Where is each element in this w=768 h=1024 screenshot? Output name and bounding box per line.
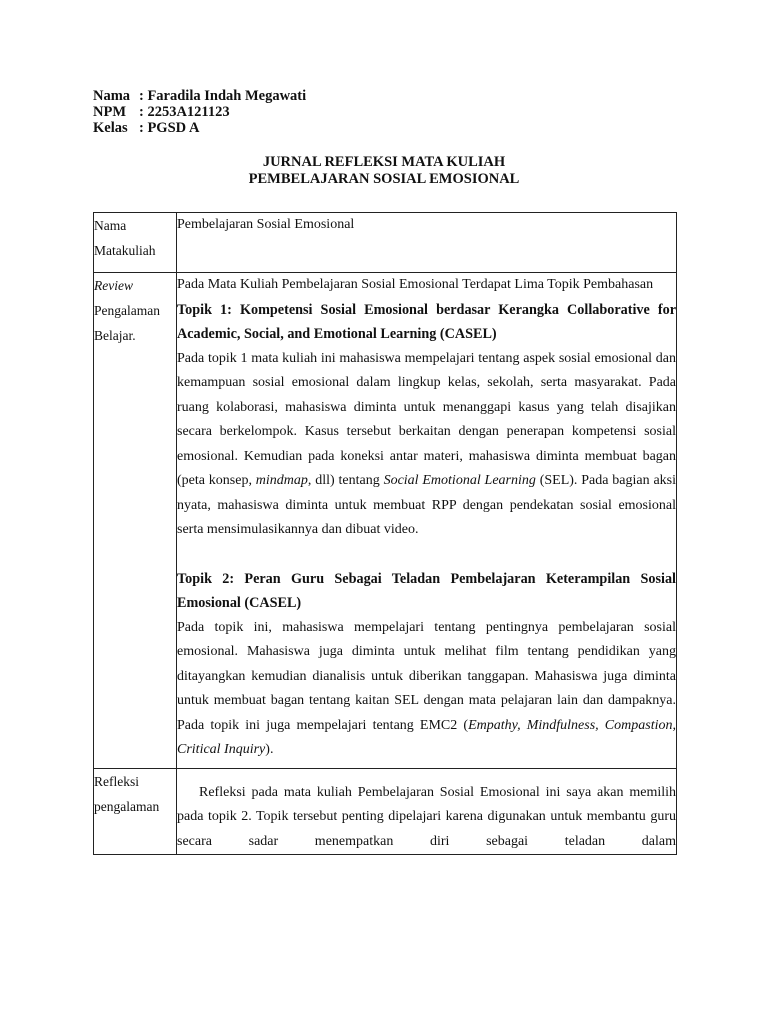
review-intro: Pada Mata Kuliah Pembelajaran Sosial Emosional Terdapat Lima Topik Pembahasan bbox=[177, 277, 654, 292]
topic2-body-italic-emc2: Empathy, Mindfulness, Compastion, Critical Inquiry bbox=[177, 717, 676, 757]
course-name-label-line2: Matakuliah bbox=[94, 243, 156, 258]
student-npm-row bbox=[93, 104, 306, 120]
table-row-review bbox=[94, 273, 677, 769]
document-title-line2: PEMBELAJARAN SOSIAL EMOSIONAL bbox=[248, 171, 520, 187]
document-title-line1: JURNAL REFLEKSI MATA KULIAH bbox=[262, 154, 506, 170]
review-label-italic bbox=[94, 273, 176, 298]
student-name-row bbox=[93, 88, 306, 104]
course-name-value: Pembelajaran Sosial Emosional bbox=[177, 217, 355, 232]
topic1-heading: Topik 1: Kompetensi Sosial Emosional berdasar Kerangka Collaborative for Academic, Social, and Emotional Learning (CASEL) bbox=[177, 301, 676, 342]
topic2-body-part-b: ). bbox=[265, 742, 274, 757]
class-value: : PGSD A bbox=[139, 120, 200, 136]
table-row-course-name bbox=[94, 213, 677, 273]
topic1-body-part-a: Pada topik 1 mata kuliah ini mahasiswa mempelajari tentang aspek sosial emosional dan kemampuan sosial emosional dalam lingkup kelas, sekolah, serta masyarakat. Pada ruang kolaborasi, mahasiswa diminta untuk menanggapi kasus yang telah disajikan secara berkelompok. Kasus tersebut berkaitan dengan penerapan kompetensi sosial emosional. Kemudian pada koneksi antar materi, mahasiswa diminta membuat bagan (peta konsep, bbox=[177, 350, 676, 488]
npm-label: NPM bbox=[93, 104, 127, 120]
topic1-body-italic-mindmap: mindmap bbox=[255, 473, 308, 488]
course-name-label-cell bbox=[94, 213, 177, 273]
reflection-text: Refleksi pada mata kuliah Pembelajaran Sosial Emosional ini saya akan memilih pada topik 2. Topik tersebut penting dipelajari karena digunakan untuk membantu guru secara sadar menempatkan diri sebagai teladan dalam bbox=[177, 784, 676, 849]
name-label: Nama bbox=[93, 88, 131, 104]
class-label: Kelas bbox=[93, 120, 128, 136]
review-label-italic-text: Review bbox=[94, 278, 133, 293]
reflection-label-line2: pengalaman bbox=[94, 798, 160, 814]
topic1-body-italic-sel: Social Emotional Learning bbox=[383, 473, 536, 488]
course-name-value-cell bbox=[177, 213, 677, 273]
table-row-reflection bbox=[94, 768, 677, 855]
topic2-body-part-a: Pada topik ini, mahasiswa mempelajari tentang pentingnya pembelajaran sosial emosional. Mahasiswa juga diminta untuk melihat film tentang pendidikan yang ditayangkan kemudian dianalisis untuk diberikan tanggapan. Mahasiswa juga diminta untuk membuat bagan tentang kaitan SEL dengan mata pelajaran lain dan dampaknya. Pada topik ini juga mempelajari tentang EMC2 ( bbox=[177, 619, 676, 733]
reflection-table bbox=[93, 212, 677, 855]
reflection-content-cell bbox=[177, 768, 677, 855]
student-info bbox=[93, 88, 306, 136]
topic2-body bbox=[177, 616, 676, 768]
review-label-line3: Belajar. bbox=[94, 328, 136, 343]
course-name-label-line1: Nama bbox=[94, 218, 127, 233]
topic2-heading: Topik 2: Peran Guru Sebagai Teladan Pembelajaran Keterampilan Sosial Emosional (CASEL) bbox=[177, 570, 676, 611]
reflection-label-line1: Refleksi bbox=[94, 773, 139, 789]
topic1-body-part-b: , dll) tentang bbox=[307, 473, 380, 488]
topic1-body bbox=[177, 347, 676, 567]
review-label-cell bbox=[94, 273, 177, 769]
reflection-label-cell bbox=[94, 768, 177, 855]
npm-value: : 2253A121123 bbox=[139, 104, 230, 120]
review-label-line2: Pengalaman bbox=[94, 303, 160, 318]
review-content-cell bbox=[177, 273, 677, 769]
student-class-row bbox=[93, 120, 306, 136]
name-value: : Faradila Indah Megawati bbox=[139, 88, 307, 104]
topic1-body-part-c: (SEL). Pada bagian aksi nyata, mahasiswa diminta untuk membuat RPP dengan pendekatan sosial emosional serta mensimulasikannya dan dibuat video. bbox=[177, 473, 676, 537]
